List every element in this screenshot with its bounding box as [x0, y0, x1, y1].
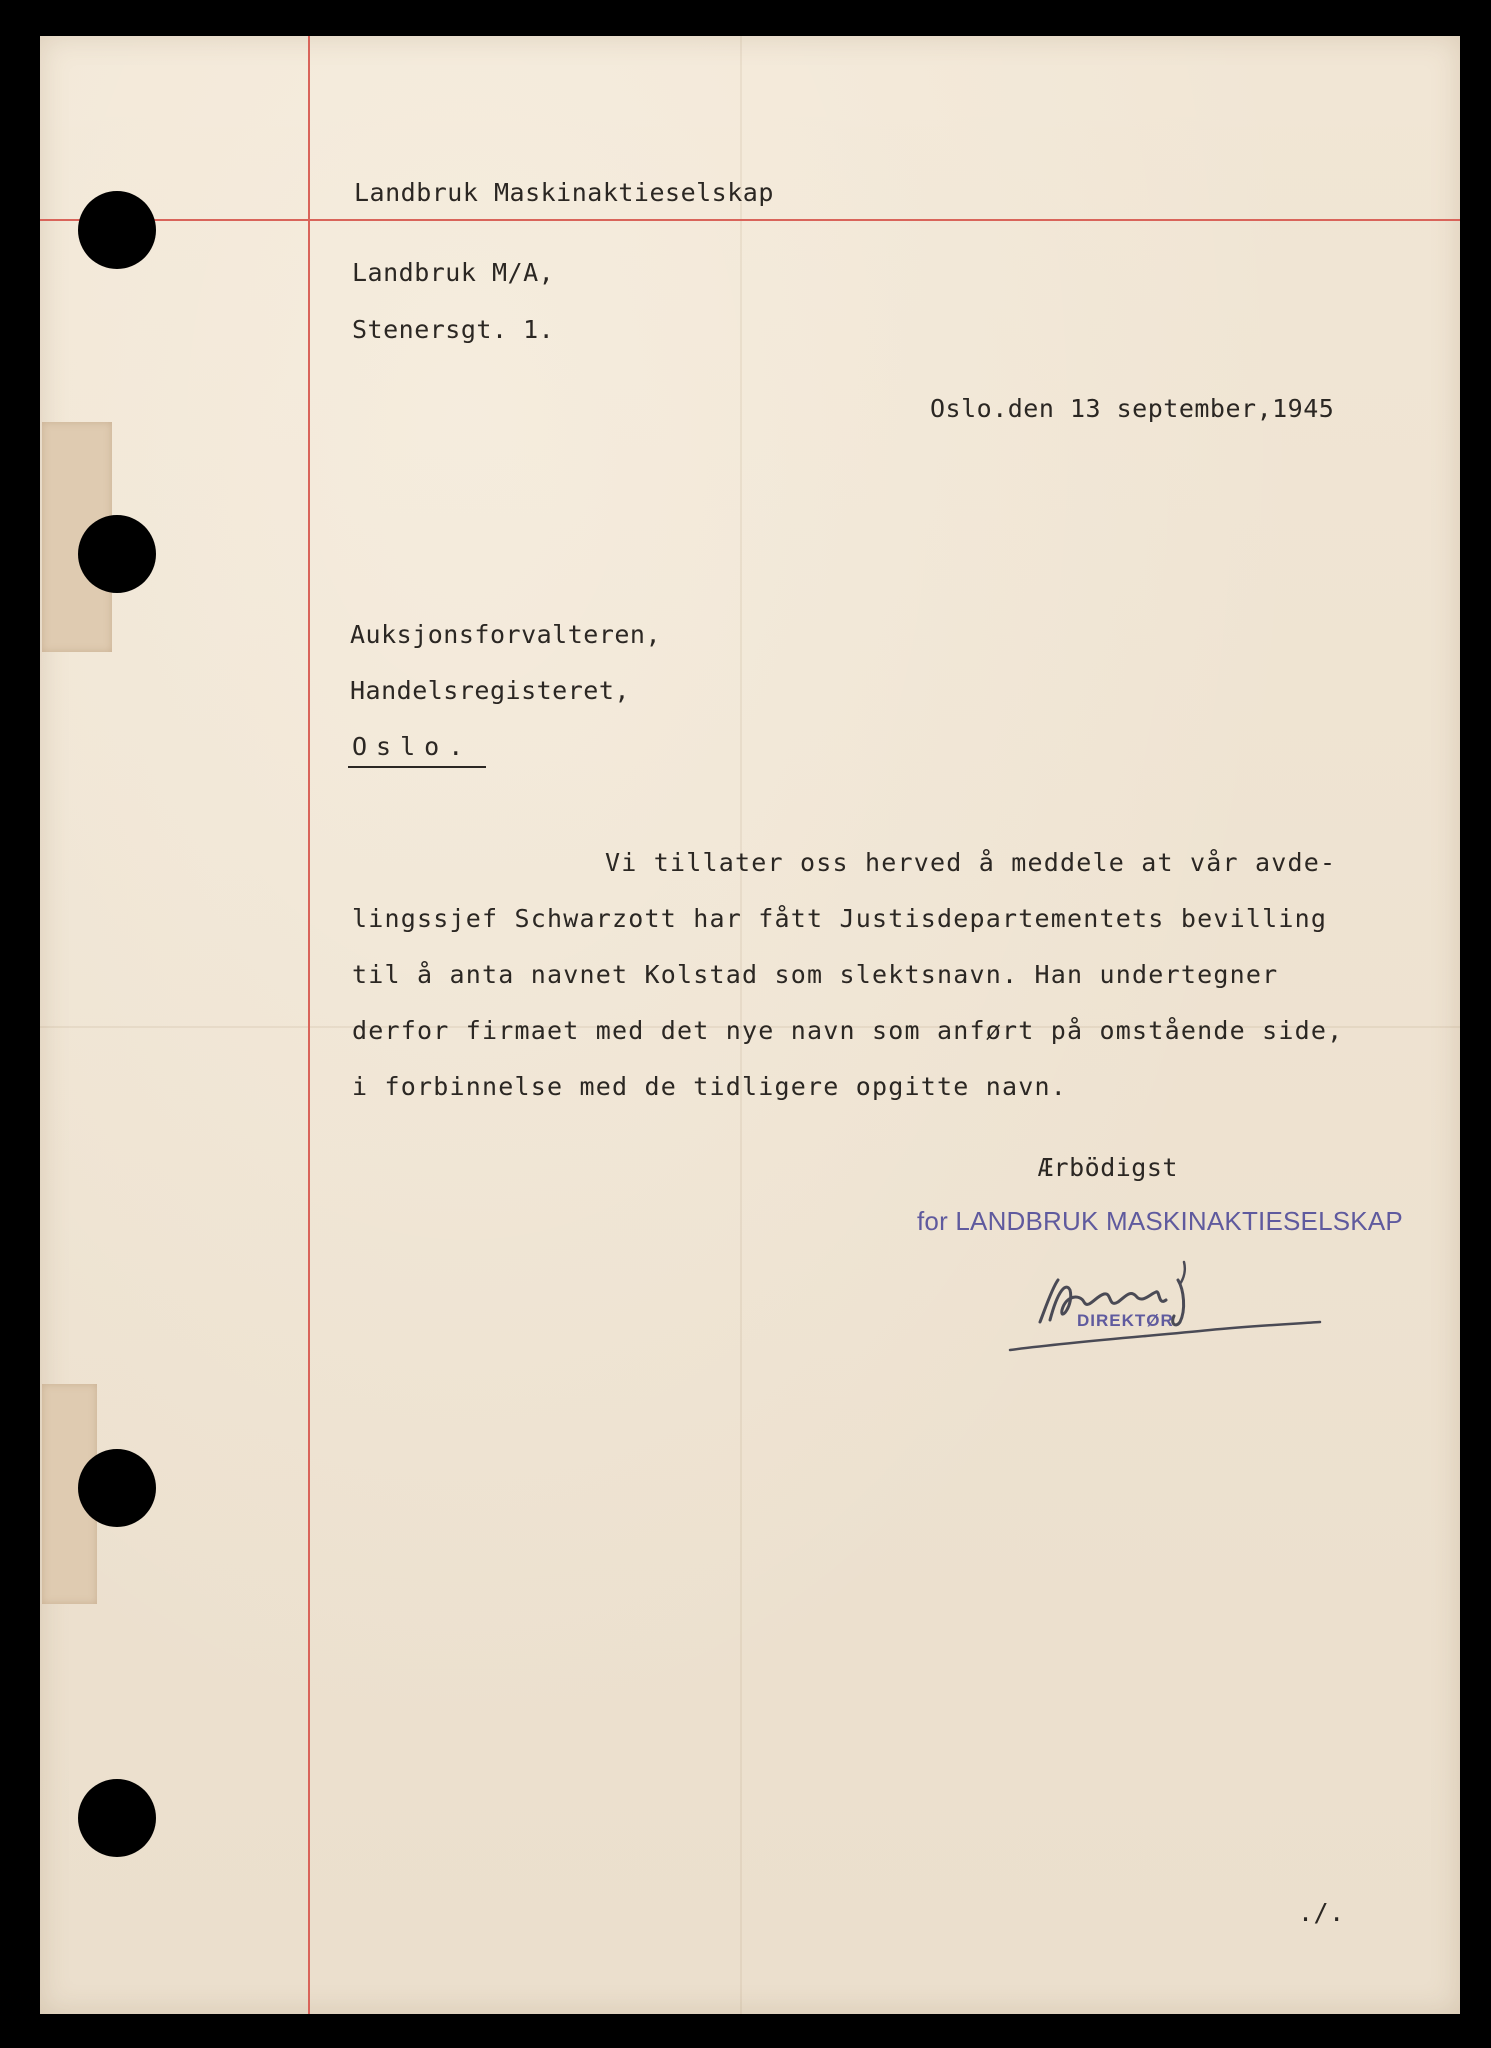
sender-name: Landbruk M/A, [352, 258, 555, 287]
body-line-5: i forbinnelse med de tidligere opgitte navn. [352, 1072, 1068, 1101]
date-line: Oslo.den 13 september,1945 [930, 394, 1335, 423]
body-line-1: Vi tillater oss herved å meddele at vår avde- [605, 848, 1337, 877]
body-line-4: derfor firmaet med det nye navn som anført på omstående side, [352, 1016, 1344, 1045]
punch-hole-4 [78, 1779, 156, 1857]
recipient-line-2: Handelsregisteret, [350, 676, 630, 705]
sender-address: Stenersgt. 1. [352, 315, 555, 344]
punch-hole-2 [78, 515, 156, 593]
director-title-stamp: DIREKTØR [1077, 1311, 1174, 1330]
body-line-2: lingssjef Schwarzott har fått Justisdepartementets bevilling [352, 904, 1328, 933]
punch-hole-1 [78, 191, 156, 269]
red-header-rule [40, 219, 1460, 221]
letter-sheet [40, 36, 1460, 2014]
body-line-3: til å anta navnet Kolstad som slektsnavn. Han undertegner [352, 960, 1279, 989]
page-continuation-mark: ./. [1298, 1898, 1345, 1927]
red-margin-rule [308, 36, 310, 2014]
company-stamp: for LANDBRUK MASKINAKTIESELSKAP [917, 1206, 1403, 1236]
recipient-line-1: Auksjonsforvalteren, [350, 620, 662, 649]
recipient-city-underline [348, 766, 486, 768]
closing: Ærbödigst [1038, 1153, 1178, 1182]
punch-hole-3 [78, 1449, 156, 1527]
recipient-city: Oslo. [352, 732, 473, 761]
handwritten-signature [1000, 1250, 1330, 1360]
letterhead-company: Landbruk Maskinaktieselskap [354, 178, 774, 207]
